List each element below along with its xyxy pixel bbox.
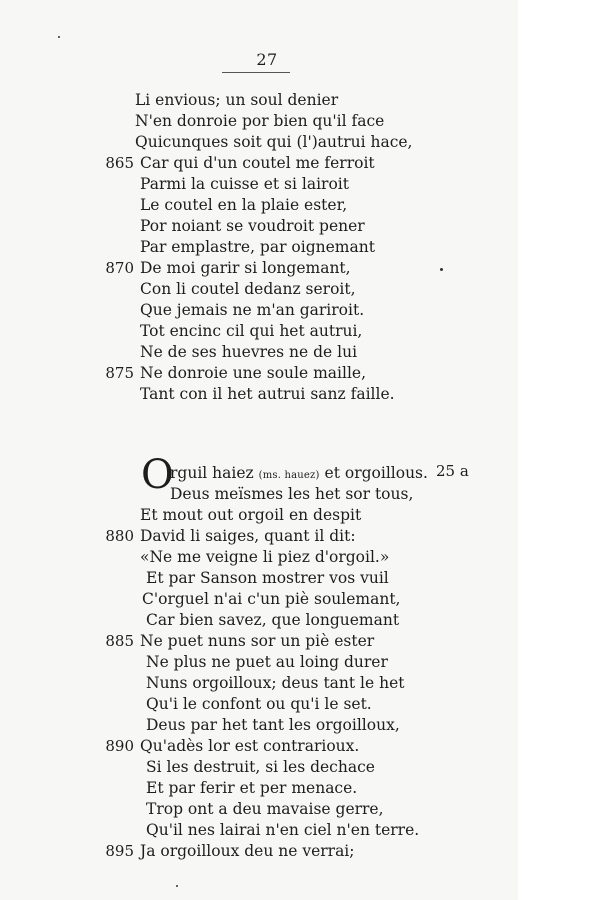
verse-line: Que jemais ne m'an gariroit. [140,301,365,319]
verse-line: Qu'i le confont ou qu'i le set. [146,695,372,713]
verse-line: Ne de ses huevres ne de lui [140,343,358,361]
line-number: 880 [105,527,134,545]
verse-line: David li saiges, quant il dit: [140,527,356,545]
verse-line: Qu'adès lor est contrarioux. [140,737,360,755]
verse-line: Trop ont a deu mavaise gerre, [146,800,384,818]
print-speck [176,885,178,887]
line-number: 885 [105,632,134,650]
verse-line: Par emplastre, par oignemant [140,238,375,256]
page-margin [518,0,609,900]
verse-text: rguil haiez [170,464,259,482]
print-speck [58,36,60,38]
verse-line: Ne plus ne puet au loing durer [146,653,388,671]
verse-line-first [170,463,428,486]
verse-line: Le coutel en la plaie ester, [140,196,348,214]
verse-line: C'orguel n'ai c'un piè soulemant, [142,590,401,608]
verse-line: Car qui d'un coutel me ferroit [140,154,375,172]
print-speck [440,268,443,271]
verse-line: Et par ferir et per menace. [146,779,358,797]
verse-line: Li envious; un soul denier [135,91,339,109]
line-number: 875 [105,364,134,382]
verse-line: Deus meïsmes les het sor tous, [170,485,414,503]
page-number-rule [222,72,290,73]
line-number: 890 [105,737,134,755]
verse-text: et orgoillous. [319,464,428,482]
verse-line: Et par Sanson mostrer vos vuil [146,569,389,587]
line-number: 865 [105,154,134,172]
line-number: 870 [105,259,134,277]
verse-line: Car bien savez, que longuemant [146,611,400,629]
verse-line: Parmi la cuisse et si lairoit [140,175,349,193]
verse-line: De moi garir si longemant, [140,259,351,277]
verse-line: Qu'il nes lairai n'en ciel n'en terre. [146,821,420,839]
verse-line: Quicunques soit qui (l')autrui hace, [135,133,413,151]
verse-line: «Ne me veigne li piez d'orgoil.» [140,548,390,566]
page-number: 27 [256,50,278,69]
verse-line: Ja orgoilloux deu ne verrai; [140,842,355,860]
verse-line: Por noiant se voudroit pener [140,217,365,235]
verse-line: Et mout out orgoil en despit [140,506,362,524]
manuscript-note: (ms. hauez) [258,470,320,481]
drop-capital: O [141,452,174,498]
verse-line: Tot encinc cil qui het autrui, [140,322,363,340]
margin-reference: 25 a [436,462,469,480]
verse-line: Con li coutel dedanz seroit, [140,280,356,298]
verse-line: Deus par het tant les orgoilloux, [146,716,400,734]
verse-line: Si les destruit, si les dechace [146,758,375,776]
verse-line: N'en donroie por bien qu'il face [135,112,385,130]
line-number: 895 [105,842,134,860]
verse-line: Nuns orgoilloux; deus tant le het [146,674,405,692]
verse-line: Ne puet nuns sor un piè ester [140,632,375,650]
verse-line: Ne donroie une soule maille, [140,364,366,382]
verse-line: Tant con il het autrui sanz faille. [140,385,395,403]
